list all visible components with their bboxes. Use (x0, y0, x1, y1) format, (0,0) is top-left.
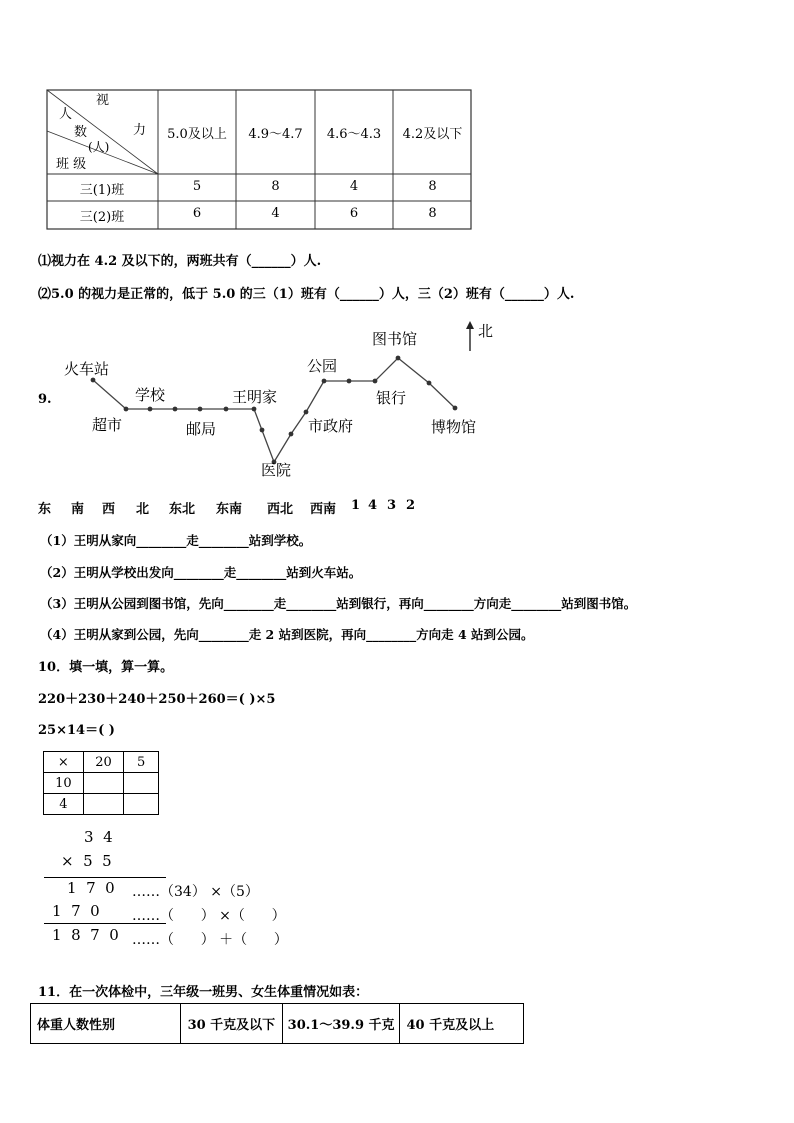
grid-cell[interactable] (124, 773, 159, 794)
q10-title: 10．填一填，算一算。 (38, 660, 174, 675)
map-label-hospital: 医院 (261, 461, 292, 479)
map-label-museum: 博物馆 (431, 418, 477, 436)
map-label-train-station: 火车站 (64, 360, 110, 378)
q10-equation-1: 220＋230＋240＋250＋260＝( )×5 (38, 692, 276, 707)
word-bank-item: 西 (102, 502, 116, 517)
table-cell: 6 (349, 206, 359, 221)
diag-label-unit: (人) (88, 140, 110, 154)
grid-corner: × (44, 752, 84, 773)
diag-label-vision-b: 力 (133, 123, 147, 138)
vertical-rule-1 (44, 877, 166, 878)
diag-label-person: 人 (59, 107, 73, 122)
grid-row-header: 4 (44, 794, 84, 815)
word-bank-item: 4 (368, 498, 378, 513)
q8-line-1: ⑴视力在 4.2 及以下的，两班共有（______）人. (38, 254, 322, 269)
grid-cell[interactable] (83, 794, 124, 815)
vertical-partial-1-note: ……（34） ×（5） (132, 884, 259, 900)
route-map (60, 315, 500, 485)
header-cell: 4.6～4.3 (326, 127, 382, 142)
grid-cell[interactable] (83, 773, 124, 794)
table-cell: 8 (428, 206, 437, 221)
weight-header-cell: 30 千克及以下 (181, 1004, 283, 1044)
header-cell: 5.0及以上 (167, 127, 227, 142)
vision-table (46, 89, 472, 230)
word-bank-item: 1 (351, 498, 361, 513)
word-bank-item: 西北 (267, 502, 294, 517)
word-bank-item: 3 (387, 498, 397, 513)
vertical-multiplier: × 5 5 (61, 852, 112, 870)
diag-label-count: 数 (74, 125, 88, 140)
table-cell: 4 (349, 179, 359, 194)
weight-header-cell: 体重人数性别 (31, 1004, 181, 1044)
vertical-sum-note: ……（ ） ＋（ ） (132, 932, 288, 948)
multiplication-grid (43, 751, 159, 815)
vertical-rule-2 (44, 923, 166, 924)
word-bank-item: 东北 (169, 502, 196, 517)
diag-label-class: 班 级 (56, 157, 87, 172)
q9-question-1: （1）王明从家向________走________站到学校。 (40, 533, 312, 548)
q8-line-2: ⑵5.0 的视力是正常的，低于 5.0 的三（1）班有（______）人，三（2）班有（______）人. (38, 287, 575, 302)
header-cell: 4.2及以下 (402, 127, 463, 142)
table-cell: 8 (428, 179, 437, 194)
map-label-supermarket: 超市 (92, 416, 123, 434)
vertical-multiplication (40, 826, 340, 951)
diag-label-vision-a: 视 (96, 93, 110, 108)
q9-question-3: （3）王明从公园到图书馆，先向________走________站到银行，再向________方向走________站到图书馆。 (40, 596, 637, 611)
vertical-partial-1: 1 7 0 (67, 879, 115, 897)
grid-col-header: 5 (124, 752, 159, 773)
vertical-sum: 1 8 7 0 (52, 926, 119, 944)
word-bank-item: 北 (136, 502, 150, 517)
q11-title: 11．在一次体检中，三年级一班男、女生体重情况如表： (38, 985, 369, 1000)
vertical-partial-2: 1 7 0 (52, 902, 100, 920)
map-label-school: 学校 (135, 386, 166, 404)
q9-question-2: （2）王明从学校出发向________走________站到火车站。 (40, 565, 362, 580)
q10-equation-2: 25×14＝( ) (38, 723, 115, 738)
map-label-park: 公园 (307, 357, 338, 375)
weight-table (30, 1003, 524, 1044)
table-cell: 6 (192, 206, 202, 221)
map-label-post-office: 邮局 (186, 420, 217, 438)
map-label-wangming-home: 王明家 (232, 388, 278, 406)
word-bank-item: 南 (71, 502, 85, 517)
grid-col-header: 20 (83, 752, 124, 773)
word-bank-item: 东 (38, 502, 52, 517)
q9-number: 9. (38, 392, 52, 407)
map-label-city-hall: 市政府 (308, 417, 354, 435)
map-label-library: 图书馆 (372, 330, 418, 348)
table-cell: 8 (271, 179, 280, 194)
word-bank (38, 498, 438, 516)
weight-header-cell: 40 千克及以上 (400, 1004, 524, 1044)
vertical-partial-2-note: ……（ ） ×（ ） (132, 908, 286, 924)
grid-cell[interactable] (124, 794, 159, 815)
map-label-bank: 银行 (376, 389, 407, 407)
table-cell: 4 (271, 206, 280, 221)
header-cell: 4.9～4.7 (248, 127, 303, 142)
row-label: 三(1)班 (79, 183, 125, 198)
grid-row-header: 10 (44, 773, 84, 794)
word-bank-item: 2 (406, 498, 416, 513)
weight-header-cell: 30.1～39.9 千克 (282, 1004, 400, 1044)
row-label: 三(2)班 (79, 210, 125, 225)
map-label-north: 北 (478, 322, 494, 340)
word-bank-item: 西南 (310, 502, 337, 517)
q9-question-4: （4）王明从家到公园，先向________走 2 站到医院，再向________方向走 4 站到公园。 (40, 627, 534, 642)
vertical-top-number: 3 4 (84, 828, 113, 846)
table-cell: 5 (192, 179, 202, 194)
word-bank-item: 东南 (216, 502, 243, 517)
